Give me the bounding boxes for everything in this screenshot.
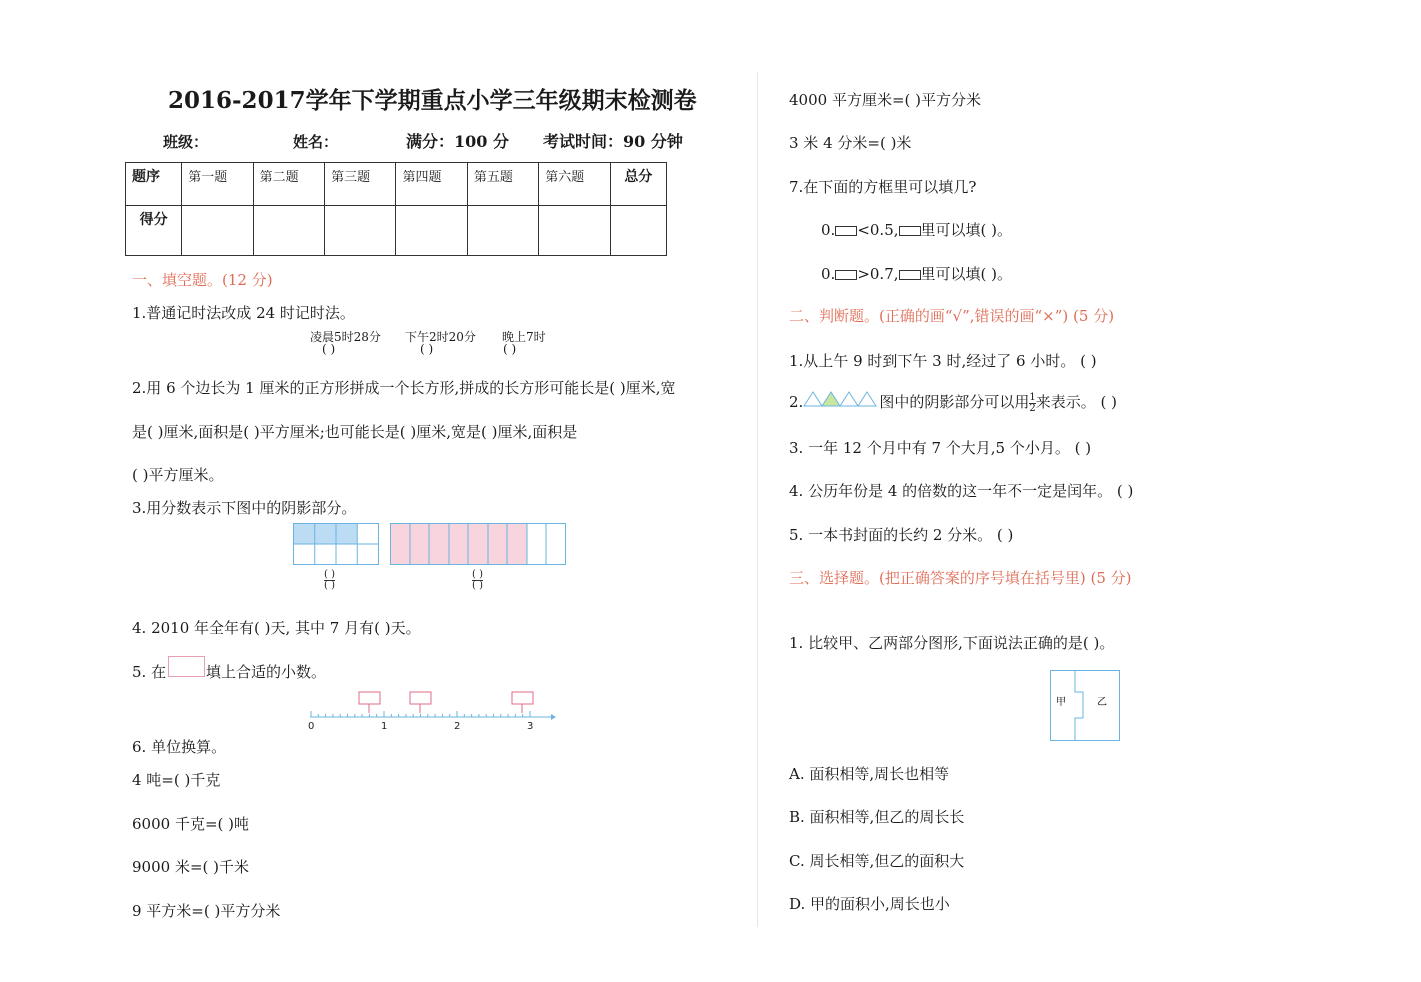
time-2: 下午2时20分 [405, 330, 476, 344]
judge-item: 3. 一年 12 个月中有 7 个大月,5 个小月。 ( ) [789, 439, 1092, 457]
judge-item-2 [789, 391, 1117, 414]
question-7a [821, 219, 1012, 240]
table-header-cell: 总分 [610, 163, 666, 206]
score-cell[interactable] [467, 206, 538, 256]
choice-option-c[interactable]: C. 周长相等,但乙的面积大 [789, 852, 965, 870]
question-5-suffix: 填上合适的小数。 [206, 663, 327, 681]
time-1: 凌晨5时28分 [310, 330, 381, 344]
blank-box[interactable] [835, 270, 857, 280]
answer-blank[interactable]: ( ) [322, 342, 336, 356]
decimal-answer-box[interactable] [410, 692, 431, 704]
figure-label-jia: 甲 [1056, 697, 1066, 708]
fraction-denominator-blank[interactable]: ( ) [472, 580, 483, 591]
figure-label-yi: 乙 [1097, 697, 1107, 708]
score-cell[interactable] [539, 206, 610, 256]
choice-option-b[interactable]: B. 面积相等,但乙的周长长 [789, 808, 965, 826]
numerator: 1 [1029, 391, 1036, 403]
denominator: 2 [1029, 402, 1036, 414]
choice-option-d[interactable]: D. 甲的面积小,周长也小 [789, 895, 950, 913]
blank-box[interactable] [899, 226, 921, 236]
table-header-cell: 第五题 [467, 163, 538, 206]
answer-blank[interactable]: ( ) [420, 342, 434, 356]
table-header-cell: 第三题 [325, 163, 396, 206]
question-4: 4. 2010 年全年有( )天, 其中 7 月有( )天。 [132, 619, 421, 637]
judge-item-text: 来表示。 ( ) [1035, 393, 1117, 411]
question-6: 6. 单位换算。 [132, 738, 227, 756]
decimal-answer-box[interactable] [359, 692, 380, 704]
question-2-line-3: ( )平方厘米。 [132, 466, 224, 484]
fraction-grid-figure [293, 523, 380, 566]
jia-yi-figure [1050, 670, 1121, 742]
table-header-cell: 第一题 [182, 163, 253, 206]
fraction-answer-2[interactable] [472, 570, 483, 591]
question-5-prefix: 5. 在 [132, 663, 167, 681]
score-cell[interactable] [253, 206, 324, 256]
axis-label: 2 [454, 721, 461, 732]
fraction-numerator-blank[interactable]: ( ) [324, 569, 335, 580]
q7b-text: 0. [821, 265, 836, 283]
fraction-numerator-blank[interactable]: ( ) [472, 569, 483, 580]
answer-blank[interactable]: ( ) [503, 342, 517, 356]
triangles-figure [803, 391, 879, 407]
time-3: 晚上7时 [502, 330, 546, 344]
q7b-text: >0.7, [857, 265, 899, 283]
number-line [305, 690, 557, 734]
axis-label: 0 [308, 721, 315, 732]
decimal-box-example [168, 656, 205, 677]
section-judge-title: 二、判断题。(正确的画“√”,错误的画“×”) (5 分) [789, 307, 1115, 325]
conversion-item: 4 吨=( )千克 [132, 771, 221, 789]
question-7: 7.在下面的方框里可以填几? [789, 178, 977, 196]
score-cell[interactable] [182, 206, 253, 256]
question-7b [821, 263, 1012, 284]
q7a-text: <0.5, [857, 221, 899, 239]
q7a-text: 里可以填( )。 [920, 221, 1012, 239]
score-table [125, 162, 667, 256]
table-header-cell: 第六题 [539, 163, 610, 206]
blank-box[interactable] [899, 270, 921, 280]
score-cell[interactable] [396, 206, 467, 256]
question-1: 1.普通记时法改成 24 时记时法。 [132, 304, 355, 322]
blank-box[interactable] [835, 226, 857, 236]
axis-label: 3 [527, 721, 534, 732]
judge-item: 5. 一本书封面的长约 2 分米。 ( ) [789, 526, 1014, 544]
section-fill-in-title: 一、填空题。(12 分) [132, 271, 273, 289]
conversion-item: 3 米 4 分米=( )米 [789, 134, 912, 152]
section-choice-title: 三、选择题。(把正确答案的序号填在括号里) (5 分) [789, 569, 1132, 587]
table-header-cell: 第四题 [396, 163, 467, 206]
table-header-cell: 第二题 [253, 163, 324, 206]
full-score: 满分：100 分 [406, 132, 509, 151]
judge-item: 1.从上午 9 时到下午 3 时,经过了 6 小时。 ( ) [789, 352, 1097, 370]
judge-item-text: 图中的阴影部分可以用 [879, 393, 1030, 411]
column-divider [757, 72, 758, 927]
conversion-item: 9000 米=( )千米 [132, 858, 249, 876]
name-label: 姓名： [293, 133, 339, 151]
fraction-strip-figure [390, 523, 567, 566]
conversion-item: 9 平方米=( )平方分米 [132, 902, 281, 920]
fraction-answer-1[interactable] [324, 570, 335, 591]
decimal-answer-box[interactable] [512, 692, 533, 704]
fraction-denominator-blank[interactable]: ( ) [324, 580, 335, 591]
choice-option-a[interactable]: A. 面积相等,周长也相等 [789, 765, 950, 783]
class-label: 班级： [163, 133, 209, 151]
judge-item: 4. 公历年份是 4 的倍数的这一年不一定是闰年。 ( ) [789, 482, 1134, 500]
question-3: 3.用分数表示下图中的阴影部分。 [132, 499, 357, 517]
score-cell[interactable] [325, 206, 396, 256]
choice-question-1: 1. 比较甲、乙两部分图形,下面说法正确的是( )。 [789, 634, 1115, 652]
q7b-text: 里可以填( )。 [920, 265, 1012, 283]
q7a-text: 0. [821, 221, 836, 239]
question-2-line-2: 是( )厘米,面积是( )平方厘米;也可能长是( )厘米,宽是( )厘米,面积是 [132, 423, 578, 441]
judge-item-number: 2. [789, 393, 804, 411]
conversion-item: 6000 千克=( )吨 [132, 815, 249, 833]
table-row-label: 得分 [126, 206, 182, 256]
axis-label: 1 [381, 721, 388, 732]
page-title: 2016-2017学年下学期重点小学三年级期末检测卷 [168, 87, 697, 114]
exam-time: 考试时间：90 分钟 [543, 132, 683, 151]
score-cell[interactable] [610, 206, 666, 256]
question-2-line-1: 2.用 6 个边长为 1 厘米的正方形拼成一个长方形,拼成的长方形可能长是( )厘米,宽 [132, 379, 676, 397]
conversion-item: 4000 平方厘米=( )平方分米 [789, 91, 981, 109]
table-header-cell: 题序 [126, 163, 182, 206]
